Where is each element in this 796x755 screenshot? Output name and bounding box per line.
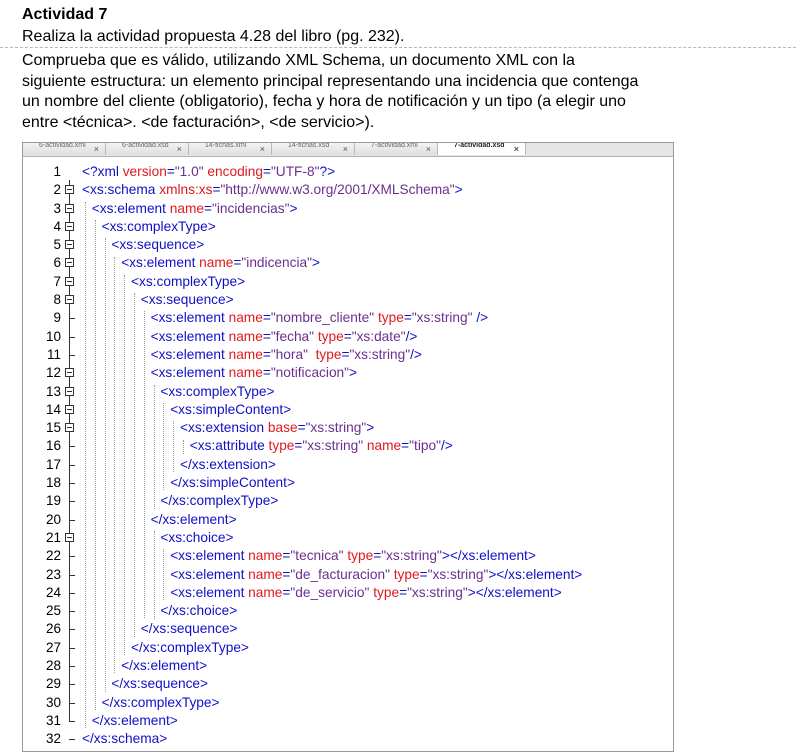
xml-tag: >	[289, 200, 298, 216]
xml-attribute: type	[315, 346, 342, 362]
xml-attribute: name	[169, 200, 205, 216]
xml-tag: =	[262, 310, 271, 326]
editor-tab[interactable]	[106, 143, 189, 155]
xml-tag: =	[419, 566, 428, 582]
close-icon[interactable]: ×	[176, 144, 182, 154]
xml-value: "xs:string"	[302, 438, 364, 454]
line-number: 28	[45, 658, 61, 674]
xml-attribute: name	[228, 328, 263, 344]
description-line: un nombre del cliente (obligatorio), fecha y hora de notificación y un tipo (a elegir uno	[22, 93, 626, 110]
xml-tag: <xs:element	[170, 584, 249, 600]
xml-tag: <?xml	[82, 164, 123, 179]
line-number: 22	[45, 548, 61, 564]
xml-tag: />	[410, 346, 422, 362]
xml-tag: =	[403, 310, 412, 326]
editor-tab-label: 6-actividad.xml	[39, 143, 86, 149]
code-line	[23, 437, 673, 455]
code-text	[160, 492, 278, 510]
fold-toggle-icon[interactable]	[65, 368, 74, 377]
code-text	[180, 456, 276, 474]
line-number: 17	[45, 456, 61, 472]
fold-toggle-icon[interactable]	[65, 204, 74, 213]
xml-value: "xs:date"	[351, 328, 406, 344]
activity-description	[22, 51, 782, 133]
xml-attribute: name	[248, 584, 283, 600]
xml-tag: <xs:choice>	[160, 529, 234, 545]
fold-toggle-icon[interactable]	[65, 423, 74, 432]
code-line	[23, 639, 673, 657]
code-line	[23, 474, 673, 492]
xml-value: "UTF-8"	[270, 164, 320, 179]
xml-value: "1.0"	[174, 164, 204, 179]
code-line	[23, 291, 673, 309]
xml-tag: <xs:schema	[82, 182, 160, 198]
xml-value: "de_servicio"	[290, 584, 370, 600]
fold-toggle-icon[interactable]	[65, 277, 74, 286]
xml-value: "indicencia"	[241, 255, 313, 271]
xml-tag: >	[312, 255, 321, 271]
editor-tab[interactable]	[272, 143, 355, 155]
line-number: 19	[45, 493, 61, 509]
line-number: 2	[53, 182, 61, 198]
editor-tab-bar	[23, 143, 673, 157]
fold-end-marker	[69, 465, 75, 466]
xml-attribute: name	[228, 346, 263, 362]
xml-tag: =	[343, 328, 352, 344]
fold-end-marker	[69, 483, 75, 484]
xml-tag: />	[472, 310, 489, 326]
fold-toggle-icon[interactable]	[65, 240, 74, 249]
xml-attribute: type	[393, 566, 420, 582]
xml-tag: <xs:complexType>	[160, 383, 275, 399]
code-text	[92, 200, 298, 218]
xml-tag: >	[349, 365, 358, 381]
code-line	[23, 364, 673, 382]
xml-tag: =	[297, 420, 306, 436]
xml-value: "notificacion"	[270, 365, 350, 381]
code-text	[131, 273, 245, 291]
line-number: 7	[53, 273, 61, 289]
line-number: 4	[53, 218, 61, 234]
code-line	[23, 529, 673, 547]
xml-attribute: type	[377, 310, 404, 326]
code-line	[23, 694, 673, 712]
code-text	[141, 620, 238, 638]
code-text	[151, 309, 489, 327]
description-line: entre <técnica>. <de facturación>, <de servicio>).	[22, 113, 375, 131]
code-text	[151, 511, 237, 529]
xml-tag: </xs:simpleContent>	[170, 475, 295, 491]
code-line	[23, 456, 673, 474]
fold-end-marker	[69, 575, 75, 576]
fold-end-marker	[69, 648, 75, 649]
xml-tag: </xs:extension>	[180, 456, 276, 472]
editor-tab[interactable]	[23, 143, 106, 155]
code-text	[170, 566, 582, 584]
fold-toggle-icon[interactable]	[65, 185, 74, 194]
fold-toggle-icon[interactable]	[65, 222, 74, 231]
code-text	[82, 181, 463, 199]
description-line: Comprueba que es válido, utilizando XML Schema, un documento XML con la	[22, 52, 575, 69]
fold-end-marker	[69, 318, 75, 319]
code-line	[23, 566, 673, 584]
xml-tag: =	[262, 164, 271, 179]
code-text	[170, 584, 562, 602]
editor-tab[interactable]	[438, 143, 526, 155]
close-icon[interactable]: ×	[342, 144, 348, 154]
code-text	[180, 419, 374, 437]
xml-tag: =	[282, 548, 291, 564]
code-line	[23, 511, 673, 529]
code-text	[151, 328, 418, 346]
code-line	[23, 492, 673, 510]
line-number: 5	[53, 237, 61, 253]
xml-tag: >	[366, 420, 375, 436]
activity-title: Actividad 7	[22, 6, 108, 23]
xml-tag: />	[405, 328, 418, 344]
code-line	[23, 675, 673, 693]
xml-tag: </xs:sequence>	[140, 621, 238, 637]
xml-tag: />	[440, 438, 453, 454]
line-number: 20	[45, 511, 61, 527]
code-text	[160, 383, 274, 401]
xml-tag: =	[341, 346, 350, 362]
code-line	[23, 383, 673, 401]
xml-tag: </xs:element>	[91, 712, 178, 728]
editor-tab-label: 7-actividad.xsd	[454, 143, 505, 149]
xml-tag: <xs:extension	[180, 420, 268, 436]
xml-tag: </xs:choice>	[160, 603, 238, 619]
xml-value: "tecnica"	[290, 548, 344, 564]
xml-tag: <xs:sequence>	[140, 292, 234, 308]
xml-tag: <xs:element	[150, 365, 229, 381]
xml-attribute: name	[199, 255, 234, 271]
xml-tag: =	[262, 365, 271, 381]
fold-end-marker	[69, 593, 75, 594]
xml-tag: </xs:sequence>	[111, 676, 209, 692]
editor-tab[interactable]	[189, 143, 272, 155]
close-icon[interactable]: ×	[425, 144, 431, 154]
editor-tab-label: 14-fichas.xsd	[288, 143, 330, 149]
activity-intro: Realiza la actividad propuesta 4.28 del libro (pg. 232).	[22, 28, 405, 45]
fold-end-marker	[69, 355, 75, 356]
xml-value: "xs:string"	[305, 420, 367, 436]
line-number: 10	[45, 328, 61, 344]
xml-tag: <xs:element	[121, 255, 200, 271]
code-line	[23, 254, 673, 272]
code-text	[111, 236, 204, 254]
code-area	[23, 163, 673, 749]
code-text	[160, 529, 233, 547]
code-line	[23, 584, 673, 602]
code-text	[102, 694, 220, 712]
xml-value: "xs:string"	[427, 566, 489, 582]
xml-value: "de_facturacion"	[290, 566, 390, 582]
code-line	[23, 309, 673, 327]
xml-tag: </xs:complexType>	[131, 639, 249, 655]
code-text	[121, 657, 207, 675]
xml-value: "xs:string"	[381, 548, 442, 564]
fold-end-marker	[69, 556, 75, 557]
code-line	[23, 273, 673, 291]
line-number: 15	[45, 420, 61, 436]
line-number: 29	[45, 676, 61, 692]
xml-attribute: type	[317, 328, 344, 344]
xml-tag: =	[282, 566, 291, 582]
xml-tag: ></xs:element>	[467, 584, 562, 600]
line-number: 6	[53, 255, 61, 271]
xml-attribute: type	[373, 584, 400, 600]
code-text	[102, 218, 216, 236]
xml-tag: <xs:element	[150, 346, 229, 362]
xml-attribute: type	[268, 438, 295, 454]
xml-tag: ></xs:element>	[441, 548, 536, 564]
xml-attribute: name	[248, 548, 283, 564]
line-number: 26	[45, 621, 61, 637]
code-text	[190, 437, 453, 455]
xml-tag: <xs:element	[150, 310, 229, 326]
code-line	[23, 163, 673, 181]
code-text	[131, 639, 249, 657]
line-number: 18	[45, 475, 61, 491]
xml-attribute: name	[228, 310, 263, 326]
line-number: 14	[45, 401, 61, 417]
code-line	[23, 730, 673, 748]
xml-tag: =	[204, 200, 213, 216]
code-text	[170, 474, 295, 492]
fold-end-marker	[69, 684, 75, 685]
xml-tag: <xs:attribute	[189, 438, 269, 454]
code-line	[23, 712, 673, 730]
fold-end-marker	[69, 446, 75, 447]
close-icon[interactable]: ×	[93, 144, 99, 154]
xml-tag: ></xs:element>	[488, 566, 583, 582]
xml-tag: =	[166, 164, 175, 179]
fold-end-marker	[69, 629, 75, 630]
line-number: 12	[45, 365, 61, 381]
code-line	[23, 657, 673, 675]
line-number: 16	[45, 438, 61, 454]
xml-tag: <xs:element	[150, 328, 229, 344]
xml-tag: </xs:element>	[150, 511, 237, 527]
code-line	[23, 401, 673, 419]
xml-tag: <xs:simpleContent>	[170, 401, 292, 417]
code-text	[170, 547, 536, 565]
code-text	[160, 602, 237, 620]
code-line	[23, 328, 673, 346]
code-text	[92, 712, 178, 730]
fold-toggle-icon[interactable]	[65, 295, 74, 304]
line-number: 27	[45, 639, 61, 655]
fold-toggle-icon[interactable]	[65, 405, 74, 414]
xml-tag: </xs:complexType>	[160, 493, 279, 509]
xml-attribute: name	[248, 566, 283, 582]
xml-tag: =	[401, 438, 410, 454]
code-line	[23, 547, 673, 565]
xml-value: "hora"	[270, 346, 308, 362]
xml-tag: =	[373, 548, 382, 564]
xml-tag: </xs:complexType>	[101, 694, 220, 710]
fold-end-marker	[69, 520, 75, 521]
line-number: 31	[45, 712, 61, 728]
xml-value: "tipo"	[409, 438, 441, 454]
line-number: 8	[53, 292, 61, 308]
xml-tag: </xs:schema>	[82, 731, 168, 747]
fold-end-marker	[69, 611, 75, 612]
fold-end-marker	[69, 666, 75, 667]
code-line	[23, 181, 673, 199]
line-number: 13	[45, 383, 61, 399]
code-line	[23, 236, 673, 254]
xml-attribute: type	[347, 548, 374, 564]
line-number: 9	[53, 310, 61, 326]
fold-end-marker	[69, 501, 75, 502]
xml-tag: <xs:sequence>	[111, 237, 205, 253]
xml-value: "xs:string"	[411, 310, 473, 326]
xml-value: "xs:string"	[407, 584, 468, 600]
close-icon[interactable]: ×	[513, 144, 519, 154]
editor-tab-label: 7-actividad.xml	[371, 143, 418, 149]
xml-tag: =	[233, 255, 242, 271]
xml-tag: <xs:element	[91, 200, 170, 216]
xml-attribute: xmlns:xs	[159, 182, 213, 198]
code-text	[82, 730, 167, 748]
code-line	[23, 346, 673, 364]
xml-tag: <xs:complexType>	[101, 218, 216, 234]
xml-tag: =	[294, 438, 303, 454]
xml-tag: =	[262, 346, 271, 362]
divider	[0, 47, 796, 48]
xml-tag: <xs:element	[170, 566, 249, 582]
fold-end-marker	[69, 337, 75, 338]
xml-tag	[308, 347, 316, 362]
line-number: 32	[45, 731, 61, 747]
editor-tab[interactable]	[355, 143, 438, 155]
xml-attribute: encoding	[207, 164, 263, 179]
xml-tag: =	[282, 584, 291, 600]
fold-end-marker	[69, 721, 75, 722]
xml-attribute: base	[267, 420, 298, 436]
code-line	[23, 419, 673, 437]
xml-tag: >	[454, 182, 463, 198]
xml-tag: <xs:element	[170, 548, 249, 564]
xml-value: "fecha"	[270, 328, 315, 344]
xml-attribute: version	[122, 164, 167, 179]
xml-tag: =	[212, 182, 221, 198]
code-text	[121, 254, 320, 272]
code-line	[23, 200, 673, 218]
xml-value: "http://www.w3.org/2001/XMLSchema"	[220, 182, 455, 198]
code-editor-screenshot	[22, 142, 674, 752]
fold-toggle-icon[interactable]	[65, 387, 74, 396]
line-number: 21	[45, 529, 61, 545]
code-text	[151, 346, 422, 364]
code-text	[151, 364, 357, 382]
xml-attribute: name	[366, 438, 402, 454]
line-number: 30	[45, 694, 61, 710]
line-number: 3	[53, 200, 61, 216]
fold-end-marker	[69, 703, 75, 704]
xml-tag: <xs:complexType>	[131, 273, 246, 289]
fold-toggle-icon[interactable]	[65, 258, 74, 267]
code-text	[141, 291, 234, 309]
xml-tag: </xs:element>	[121, 658, 208, 674]
line-number: 25	[45, 603, 61, 619]
xml-tag: =	[399, 584, 408, 600]
close-icon[interactable]: ×	[259, 144, 265, 154]
code-line	[23, 218, 673, 236]
code-line	[23, 602, 673, 620]
line-number: 23	[45, 566, 61, 582]
editor-tab-label: 6-actividad.xsd	[122, 143, 169, 149]
line-number: 1	[53, 164, 61, 179]
xml-value: "incidencias"	[212, 200, 290, 216]
xml-attribute: name	[228, 365, 263, 381]
fold-toggle-icon[interactable]	[65, 533, 74, 542]
xml-value: "xs:string"	[349, 346, 411, 362]
code-text	[82, 163, 335, 181]
xml-value: "nombre_cliente"	[270, 310, 375, 326]
xml-tag: ?>	[319, 164, 336, 179]
code-line	[23, 620, 673, 638]
fold-end-marker	[69, 739, 75, 740]
code-text	[111, 675, 208, 693]
editor-tab-label: 14-fichas.xml	[205, 143, 247, 149]
code-text	[170, 401, 291, 419]
line-number: 11	[46, 346, 61, 362]
xml-tag: =	[262, 328, 271, 344]
line-number: 24	[45, 584, 61, 600]
description-line: siguiente estructura: un elemento principal representando una incidencia que contenga	[22, 72, 639, 90]
